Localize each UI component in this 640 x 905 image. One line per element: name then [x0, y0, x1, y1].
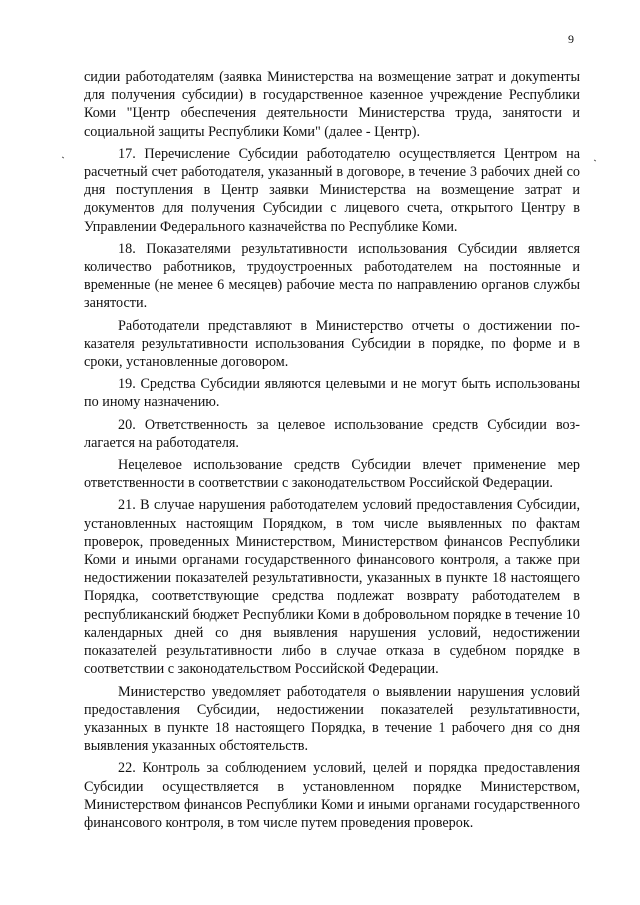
paragraph-22: 22. Контроль за соблюдением условий, целей и порядка предоставления Субсидии осуществляется в установленном порядке Министерством, Министерством финансов Республики Коми и иными органами государственного финансового контроля, в том числе путем проведения проверок.: [84, 760, 580, 831]
paragraph-21-notification: Министерство уведомляет работодателя о выявлении нарушения условий предоставления Субсидии, недостижении показателей результативности, указанных в пункте 18 настоящего Порядка, в течение 1 рабочего дня со дня выявления указанных обстоятельств.: [84, 683, 580, 755]
scan-speck-left: [62, 157, 64, 159]
paragraph-21: 21. В случае нарушения работодателем условий предоставления Субсидии, установленных настоящим Порядком, в том числе выявленных по фактам проверок, проведенных Министерством, Министерством финансов Республики Коми и иными органами государственного финансового контроля, а также при недостижении показателей результативности, указанных в пункте 18 настоящего Порядка, соответствующие средства подлежат возврату работодателем в республиканский бюджет Республики Коми в добровольном порядке в течение 10 календарных дней со дня выявления нарушения условий, недостижении показателей результативности либо в случае отказа в судебном порядке в соответствии с законодательством Российской Федерации.: [84, 497, 580, 678]
paragraph-continuation: сидии работодателям (заявка Министерства на возмещение затрат и докуmенты для получения субсидии) в государственное казенное учреждение Республики Коми "Центр обеспечения деятельности Министерства труда, занятости и социальной защиты Республики Коми" (далее - Центр).: [84, 69, 580, 140]
paragraph-18-reports: Работодатели представляют в Министерство отчеты о достижении показателя результативности использования Субсидии в порядке, по форме и в сроки, установленные договором.: [84, 317, 580, 371]
scan-speck-right: [594, 160, 596, 162]
paragraph-20: 20. Ответственность за целевое использование средств Субсидии возлагается на работодателя.: [84, 416, 580, 451]
document-body: [84, 68, 580, 836]
paragraph-18: 18. Показателями результативности использования Субсидии является количество работников, трудоустроенных работодателем на постоянные и временные (не менее 6 месяцев) рабочие места по направлению органов службы занятости.: [84, 240, 580, 312]
page-number: 9: [568, 32, 574, 46]
paragraph-17: 17. Перечисление Субсидии работодателю осуществляется Центром на расчетный счет работодателя, указанный в договоре, в течение 3 рабочих дней со дня поступления в Центр заявки Министерства на возмещение затрат и документов для получения Субсидии с лицевого счета, открытого Центру в Управлении Федерального казначейства по Республике Коми.: [84, 145, 580, 235]
paragraph-19: 19. Средства Субсидии являются целевыми и не могут быть использованы по иному назначению.: [84, 376, 580, 411]
paragraph-20-misuse: Нецелевое использование средств Субсидии влечет применение мер ответственности в соответствии с законодательством Российской Федерации.: [84, 457, 580, 492]
